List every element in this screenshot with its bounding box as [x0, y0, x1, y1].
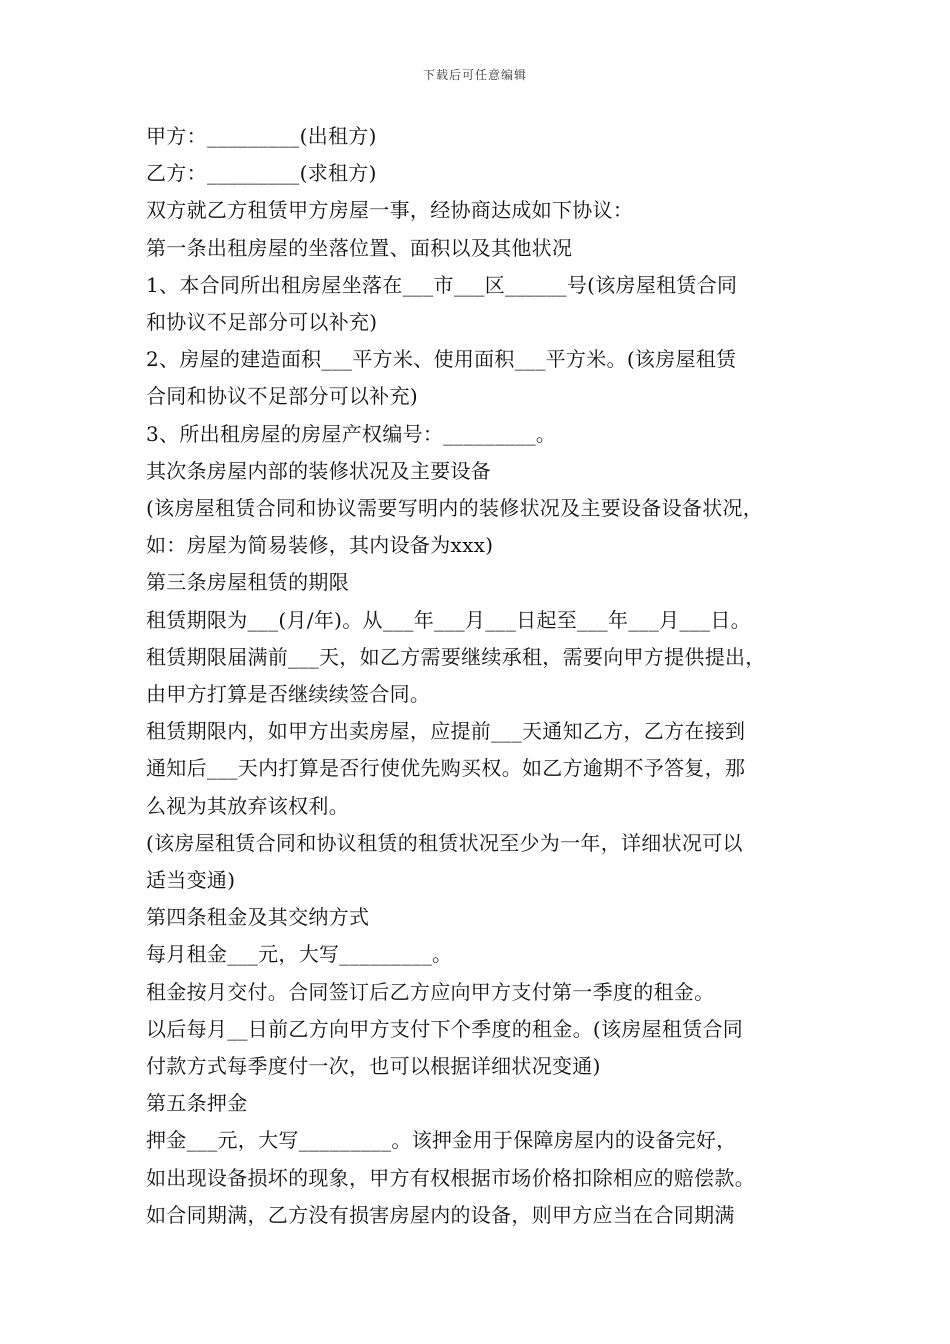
- paragraph-line: 1、本合同所出租房屋坐落在___市___区______号(该房屋租赁合同: [146, 272, 738, 297]
- paragraph-line: 租金按月交付。合同签订后乙方应向甲方支付第一季度的租金。: [146, 979, 715, 1004]
- paragraph-line: 每月租金___元，大写_________。: [146, 942, 453, 967]
- paragraph-line: (该房屋租赁合同和协议需要写明内的装修状况及主要设备设备状况，: [146, 496, 764, 521]
- document-body: [146, 118, 826, 1234]
- paragraph-line: 由甲方打算是否继续续签合同。: [146, 682, 431, 707]
- paragraph-line: 租赁期限内，如甲方出卖房屋，应提前___天通知乙方，乙方在接到: [146, 719, 746, 744]
- party-a-line: 甲方：_________(出租方): [146, 124, 377, 148]
- paragraph-line: 押金___元，大写_________。该押金用于保障房屋内的设备完好，: [146, 1128, 737, 1153]
- article-2-heading: 其次条房屋内部的装修状况及主要设备: [146, 458, 492, 483]
- paragraph-line: 如：房屋为简易装修，其内设备为xxx): [146, 533, 494, 558]
- paragraph-line: 租赁期限为___(月/年)。从___年___月___日起至___年___月___日。: [146, 607, 751, 632]
- paragraph-line: 适当变通): [146, 868, 236, 893]
- agreement-intro: 双方就乙方租赁甲方房屋一事，经协商达成如下协议：: [146, 198, 634, 223]
- paragraph-line: 如合同期满，乙方没有损害房屋内的设备，则甲方应当在合同期满: [146, 1202, 735, 1227]
- paragraph-line: 2、房屋的建造面积___平方米、使用面积___平方米。(该房屋租赁: [146, 347, 737, 372]
- paragraph-line: 3、所出租房屋的房屋产权编号：_________。: [146, 421, 557, 446]
- paragraph-line: 么视为其放弃该权利。: [146, 793, 349, 818]
- paragraph-line: 租赁期限届满前___天，如乙方需要继续承租，需要向甲方提供提出，: [146, 644, 766, 669]
- paragraph-line: 和协议不足部分可以补充): [146, 310, 378, 335]
- paragraph-line: (该房屋租赁合同和协议租赁的租赁状况至少为一年，详细状况可以: [146, 830, 743, 855]
- party-b-line: 乙方：_________(求租方): [146, 161, 377, 186]
- article-3-heading: 第三条房屋租赁的期限: [146, 570, 349, 595]
- paragraph-line: 付款方式每季度付一次，也可以根据详细状况变通): [146, 1054, 601, 1079]
- article-5-heading: 第五条押金: [146, 1091, 248, 1116]
- paragraph-line: 如出现设备损坏的现象，甲方有权根据市场价格扣除相应的赔偿款。: [146, 1165, 755, 1190]
- paragraph-line: 通知后___天内打算是否行使优先购买权。如乙方逾期不予答复，那: [146, 756, 746, 781]
- header-note: 下载后可任意编辑: [422, 68, 527, 82]
- article-4-heading: 第四条租金及其交纳方式: [146, 905, 370, 930]
- paragraph-line: 以后每月__日前乙方向甲方支付下个季度的租金。(该房屋租赁合同: [146, 1016, 744, 1041]
- article-1-heading: 第一条出租房屋的坐落位置、面积以及其他状况: [146, 235, 573, 260]
- paragraph-line: 合同和协议不足部分可以补充): [146, 384, 419, 409]
